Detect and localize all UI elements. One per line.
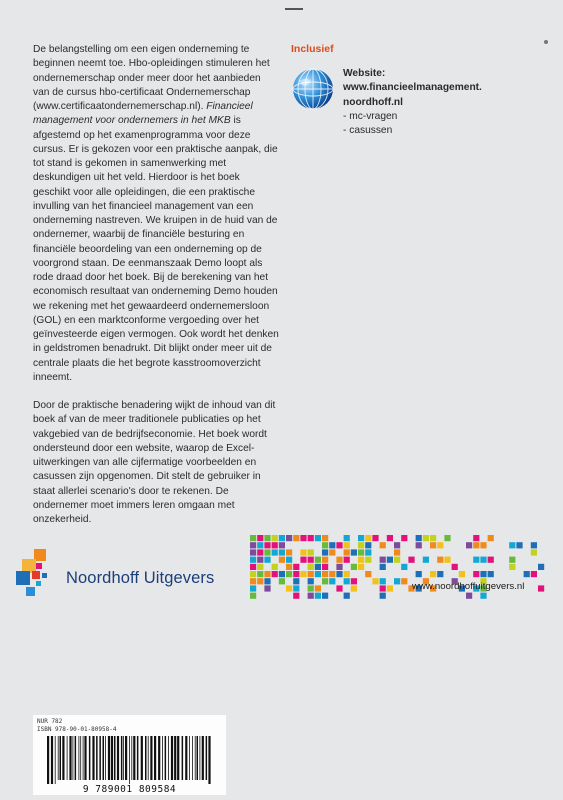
barcode-bar — [145, 736, 147, 780]
mosaic-tile — [351, 585, 357, 591]
mosaic-tile — [257, 542, 263, 548]
mosaic-tile — [279, 549, 285, 555]
barcode-bar — [192, 736, 193, 780]
mosaic-tile — [372, 535, 378, 541]
mosaic-tile — [286, 564, 292, 570]
mosaic-tile — [250, 578, 256, 584]
mosaic-tile — [401, 535, 407, 541]
mosaic-tile — [480, 542, 486, 548]
mosaic-tile — [473, 542, 479, 548]
mosaic-tile — [387, 557, 393, 563]
mosaic-tile — [516, 542, 522, 548]
mosaic-tile — [315, 557, 321, 563]
barcode-bar — [133, 736, 135, 780]
mosaic-tile — [279, 578, 285, 584]
mosaic-tile — [264, 585, 270, 591]
barcode-bar — [108, 736, 110, 780]
mosaic-tile — [423, 557, 429, 563]
mosaic-tile — [264, 557, 270, 563]
mosaic-tile — [250, 585, 256, 591]
barcode-bar — [208, 736, 210, 784]
book-title-italic: Financieel management voor ondernemers in het MKB — [33, 101, 253, 127]
mosaic-tile — [351, 578, 357, 584]
mosaic-tile — [272, 549, 278, 555]
mosaic-tile — [365, 571, 371, 577]
mosaic-tile — [322, 564, 328, 570]
mosaic-tile — [430, 571, 436, 577]
mosaic-tile — [480, 593, 486, 599]
mosaic-tile — [488, 535, 494, 541]
barcode-bar — [80, 736, 81, 780]
mosaic-tile — [488, 571, 494, 577]
mosaic-tile — [293, 578, 299, 584]
corner-mark — [544, 40, 548, 44]
mosaic-tile — [286, 571, 292, 577]
mosaic-tile — [279, 557, 285, 563]
mosaic-tile — [336, 557, 342, 563]
mosaic-tile — [466, 593, 472, 599]
mosaic-tile — [336, 564, 342, 570]
mosaic-tile — [358, 535, 364, 541]
mosaic-tile — [437, 557, 443, 563]
mosaic-tile — [293, 593, 299, 599]
isbn-code: ISBN 978-90-01-80958-4 — [37, 726, 117, 733]
mosaic-tile — [430, 542, 436, 548]
nur-code: NUR 782 — [37, 718, 63, 725]
website-url-line-1[interactable]: www.financieelmanagement. — [343, 82, 482, 94]
mosaic-tile — [380, 585, 386, 591]
mosaic-tile — [416, 542, 422, 548]
mosaic-tile — [394, 578, 400, 584]
description-paragraph-1: De belangstelling om een eigen onderneming te beginnen neemt toe. Hbo-opleidingen stimuleren het ondernemerschap onder meer door het aanbieden van de cursus hbo-certificaat Ondernemerschap (www.certificaatondernemerschap.nl). Financieel management voor ondernemers in het MKB is afgestemd op het examenprogramma voor deze cursus. Er is gekozen voor een praktische aanpak, die tot stand is gekomen in samenwerking met deskundigen uit het veld. Hierdoor is het boek geschikt voor alle opleidingen, die een praktische invulling van het financieel management van een onderneming nastreven. We kruipen in de huid van de ondernemer, waarbij de financiële besturing en financiële beoordeling van een onderneming op de voorgrond staan. De eenmanszaak Demo loopt als rode draad door het boek. Bij de berekening van het economisch resultaat van onderneming Demo houden we rekening met het gewaardeerd ondernemersloon (GOL) en een marktconforme vergoeding over het geïnvesteerde eigen vermogen. Ook wordt het denken in geldstromen benadrukt. Dit blijkt onder meer uit de centrale plaats die het begrote kasstroomoverzicht inneemt. — [33, 44, 279, 383]
publisher-name: Noordhoff Uitgevers — [66, 569, 215, 587]
mosaic-tile — [264, 578, 270, 584]
mosaic-tile — [380, 578, 386, 584]
barcode-bar — [83, 736, 84, 780]
barcode-bar — [47, 736, 49, 784]
mosaic-tile — [329, 571, 335, 577]
barcode-bar — [165, 736, 167, 780]
barcode-bar — [114, 736, 116, 780]
mosaic-tile — [365, 557, 371, 563]
mosaic-tile — [473, 535, 479, 541]
mosaic-tile — [279, 542, 285, 548]
barcode-bar — [84, 736, 86, 780]
barcode-bar — [117, 736, 119, 780]
mosaic-tile — [272, 542, 278, 548]
mosaic-tile — [279, 571, 285, 577]
mosaic-tile — [293, 564, 299, 570]
mosaic-tile — [257, 571, 263, 577]
barcode-bar — [99, 736, 101, 780]
mosaic-tile — [509, 564, 515, 570]
barcode-bar — [200, 736, 201, 780]
mosaic-tile — [264, 571, 270, 577]
mosaic-tile — [286, 585, 292, 591]
included-item-mc-vragen: - mc-vragen — [343, 110, 398, 122]
mosaic-tile — [272, 535, 278, 541]
mosaic-tile — [380, 557, 386, 563]
mosaic-tile — [308, 585, 314, 591]
mosaic-tile — [286, 557, 292, 563]
website-label: Website: — [343, 68, 386, 79]
mosaic-tile — [329, 578, 335, 584]
barcode-bar — [197, 736, 199, 780]
mosaic-tile — [264, 542, 270, 548]
barcode-bar — [185, 736, 187, 780]
mosaic-tile — [308, 593, 314, 599]
barcode-bar — [67, 736, 68, 780]
mosaic-tile — [315, 593, 321, 599]
mosaic-tile — [452, 564, 458, 570]
barcode-bar — [131, 736, 132, 780]
mosaic-tile — [416, 535, 422, 541]
mosaic-tile — [279, 535, 285, 541]
barcode-bar — [168, 736, 169, 780]
barcode-bar — [202, 736, 204, 780]
barcode-bar — [121, 736, 123, 780]
included-item-casussen: - casussen — [343, 125, 393, 136]
mosaic-tile — [344, 542, 350, 548]
mosaic-tile — [250, 571, 256, 577]
barcode-icon — [45, 736, 215, 784]
mosaic-tile — [257, 564, 263, 570]
publisher-url[interactable]: www.noordhoffuitgevers.nl — [412, 581, 525, 592]
mosaic-tile — [423, 535, 429, 541]
mosaic-tile — [344, 557, 350, 563]
mosaic-tile — [466, 542, 472, 548]
barcode-bar — [60, 736, 62, 780]
mosaic-tile — [322, 549, 328, 555]
mosaic-tile — [372, 578, 378, 584]
inclusief-heading: Inclusief — [291, 43, 334, 55]
mosaic-tile — [344, 549, 350, 555]
mosaic-tile — [387, 585, 393, 591]
mosaic-tile — [336, 585, 342, 591]
mosaic-tile — [365, 535, 371, 541]
mosaic-tile — [308, 557, 314, 563]
barcode-bar — [154, 736, 156, 780]
mosaic-tile — [308, 535, 314, 541]
description-paragraph-2: Door de praktische benadering wijkt de inhoud van dit boek af van de meer traditionele publicaties op het vakgebied van de bedrijfseconomie. Het boek wordt ondersteund door een website, waarop de Excel-uitwerkingen van alle cijfermatige voorbeelden en casussen zijn opgenomen. Dit stelt de gebruiker in staat allerlei scenario's door te rekenen. De ondernemer moet immers leren omgaan met onzekerheid. — [33, 400, 276, 525]
barcode-digits: 9 789001 809584 — [82, 784, 177, 795]
mosaic-tile — [408, 557, 414, 563]
mosaic-tile — [272, 564, 278, 570]
mosaic-tile — [380, 542, 386, 548]
mosaic-tile — [300, 549, 306, 555]
mosaic-tile — [336, 542, 342, 548]
mosaic-tile — [257, 535, 263, 541]
mosaic-tile — [394, 549, 400, 555]
mosaic-tile — [531, 542, 537, 548]
mosaic-tile — [480, 557, 486, 563]
mosaic-tile — [308, 549, 314, 555]
mosaic-tile — [387, 535, 393, 541]
mosaic-tile — [272, 571, 278, 577]
mosaic-tile — [308, 571, 314, 577]
barcode-bar — [79, 736, 80, 780]
barcode-bar — [158, 736, 160, 780]
mosaic-tile — [250, 564, 256, 570]
barcode-bar — [137, 736, 139, 780]
mosaic-tile — [336, 571, 342, 577]
mosaic-tile — [308, 564, 314, 570]
mosaic-tile — [322, 571, 328, 577]
barcode-bar — [111, 736, 113, 780]
mosaic-tile — [344, 578, 350, 584]
mosaic-tile — [488, 557, 494, 563]
mosaic-tile — [437, 542, 443, 548]
barcode-bar — [195, 736, 196, 780]
mosaic-tile — [473, 571, 479, 577]
mosaic-tile — [315, 571, 321, 577]
mosaic-tile — [300, 571, 306, 577]
mosaic-tile — [250, 542, 256, 548]
barcode-bar — [129, 736, 130, 784]
barcode-bar — [148, 736, 149, 780]
barcode-bar — [123, 736, 124, 780]
mosaic-tile — [358, 549, 364, 555]
mosaic-tile — [300, 557, 306, 563]
mosaic-tile — [509, 542, 515, 548]
barcode-bar — [69, 736, 71, 780]
mosaic-tile — [286, 535, 292, 541]
barcode-bar — [96, 736, 98, 780]
barcode-bar — [141, 736, 143, 780]
mosaic-tile — [257, 578, 263, 584]
mosaic-tile — [322, 578, 328, 584]
barcode-area — [33, 715, 226, 795]
mosaic-tile — [315, 564, 321, 570]
mosaic-tile — [401, 564, 407, 570]
barcode-bar — [75, 736, 77, 780]
mosaic-tile — [250, 535, 256, 541]
mosaic-tile — [509, 557, 515, 563]
mosaic-tile — [531, 571, 537, 577]
top-edge-mark — [285, 8, 303, 10]
mosaic-tile — [293, 585, 299, 591]
mosaic-tile — [300, 535, 306, 541]
mosaic-tile — [344, 593, 350, 599]
mosaic-tile — [329, 549, 335, 555]
mosaic-tile — [531, 549, 537, 555]
mosaic-tile — [473, 557, 479, 563]
mosaic-tile — [315, 585, 321, 591]
mosaic-tile — [444, 535, 450, 541]
barcode-bar — [103, 736, 105, 780]
mosaic-tile — [480, 571, 486, 577]
barcode-bar — [92, 736, 94, 780]
barcode-bar — [177, 736, 179, 780]
mosaic-tile — [322, 557, 328, 563]
barcode-bar — [162, 736, 163, 780]
barcode-bar — [174, 736, 176, 780]
globe-icon — [291, 67, 335, 111]
barcode-bar — [55, 736, 56, 784]
mosaic-tile — [286, 549, 292, 555]
mosaic-tile — [394, 557, 400, 563]
mosaic-tile — [365, 542, 371, 548]
barcode-bar — [105, 736, 106, 780]
mosaic-tile — [430, 535, 436, 541]
barcode-bar — [189, 736, 190, 780]
mosaic-tile — [250, 557, 256, 563]
mosaic-tile — [351, 564, 357, 570]
mosaic-tile — [329, 542, 335, 548]
mosaic-tile — [365, 549, 371, 555]
noordhoff-logo-icon — [15, 549, 61, 599]
website-url-line-2[interactable]: noordhoff.nl — [343, 96, 403, 108]
barcode-bar — [171, 736, 173, 780]
mosaic-tile — [444, 557, 450, 563]
mosaic-tile — [358, 542, 364, 548]
mosaic-tile — [264, 535, 270, 541]
barcode-bar — [58, 736, 59, 780]
mosaic-tile — [322, 542, 328, 548]
description-text — [33, 43, 279, 527]
mosaic-tile — [344, 571, 350, 577]
mosaic-tile — [250, 549, 256, 555]
mosaic-tile — [264, 549, 270, 555]
mosaic-tile — [308, 578, 314, 584]
barcode-bar — [73, 736, 74, 780]
mosaic-tile — [293, 535, 299, 541]
mosaic-tile — [394, 542, 400, 548]
website-info — [343, 67, 553, 138]
barcode-bar — [51, 736, 53, 784]
mosaic-tile — [459, 571, 465, 577]
mosaic-tile — [315, 535, 321, 541]
mosaic-tile — [538, 564, 544, 570]
mosaic-tile — [538, 585, 544, 591]
mosaic-tile — [524, 571, 530, 577]
mosaic-tile — [380, 593, 386, 599]
mosaic-tile — [358, 557, 364, 563]
mosaic-tile — [401, 578, 407, 584]
mosaic-tile — [257, 557, 263, 563]
barcode-bar — [125, 736, 127, 780]
barcode-bar — [182, 736, 184, 780]
mosaic-tile — [322, 535, 328, 541]
mosaic-tile — [322, 593, 328, 599]
mosaic-tile — [380, 564, 386, 570]
barcode-bar — [89, 736, 91, 780]
mosaic-tile — [437, 571, 443, 577]
mosaic-tile — [358, 564, 364, 570]
barcode-bar — [150, 736, 152, 780]
mosaic-tile — [344, 535, 350, 541]
barcode-bar — [206, 736, 208, 780]
mosaic-tile — [416, 571, 422, 577]
barcode-bar — [62, 736, 64, 780]
mosaic-tile — [351, 549, 357, 555]
mosaic-tile — [257, 549, 263, 555]
mosaic-tile — [293, 571, 299, 577]
mosaic-tile — [250, 593, 256, 599]
